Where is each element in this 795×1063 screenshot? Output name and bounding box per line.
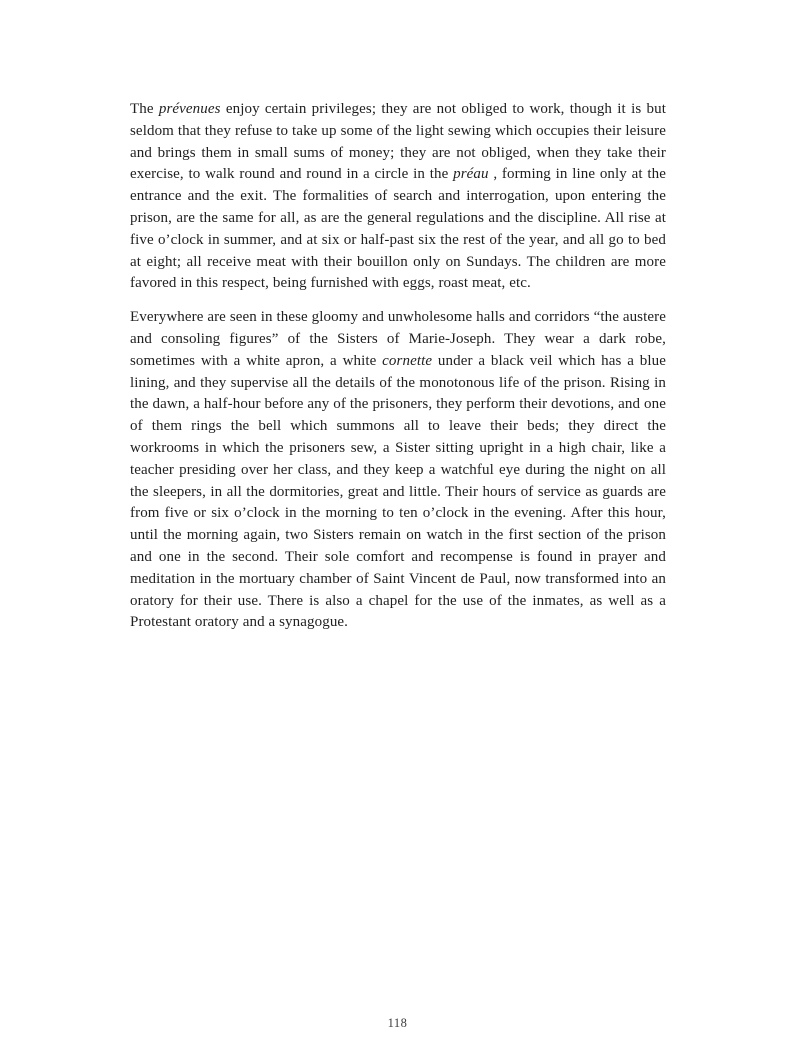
text-run: under a black veil which has a blue lining, and they supervise all the details of the monotonous life of the prison. Rising in the dawn, a half-hour before any of the prisoners, they perform their devotions, and one of them rings the bell which summons all to leave their beds; they direct the workrooms in which the prisoners sew, a Sister sitting upright in a high chair, like a teacher presiding over her class, and they keep a watchful eye during the night on all the sleepers, in all the dormitories, great and little. Their hours of service as guards are from five or six o’clock in the morning to ten o’clock in the evening. After this hour, until the morning again, two Sisters remain on watch in the first section of the prison and one in the second. Their sole comfort and recompense is found in prayer and meditation in the mortuary chamber of Saint Vincent de Paul, now transformed into an oratory for their use. There is also a chapel for the use of the inmates, as well as a Protestant oratory and a synagogue. (130, 352, 666, 631)
text-run: The (130, 101, 159, 117)
italic-term: préau (453, 166, 494, 183)
page-number: 118 (387, 1016, 408, 1030)
text-run: , forming in line only at the entrance and the exit. The formalities of search and interrogation, upon entering the prison, are the same for all, as are the general regulations and the discipline. All rise at five o’clock in summer, and at six or half-past six the rest of the year, and all go to bed at eight; all receive meat with their bouillon only on Sundays. The children are more favored in this respect, being furnished with eggs, roast meat, etc. (130, 166, 666, 292)
text-run: enjoy certain privileges; they are not obliged to work, though it is but seldom that they refuse to take up some of the light sewing which occupies their leisure and brings them in small sums of money; they are not obliged, when they take their exercise, to walk round and round in a circle in the (130, 101, 666, 183)
paragraph (130, 99, 666, 295)
body-text (130, 99, 666, 646)
text-run: Everywhere are seen in these gloomy and unwholesome halls and corridors “the austere and consoling figures” of the Sisters of Marie-Joseph. They wear a dark robe, sometimes with a white apron, a white (130, 309, 666, 369)
italic-term: prévenues (158, 101, 221, 117)
paragraph (130, 307, 666, 634)
italic-term: cornette (382, 352, 433, 369)
